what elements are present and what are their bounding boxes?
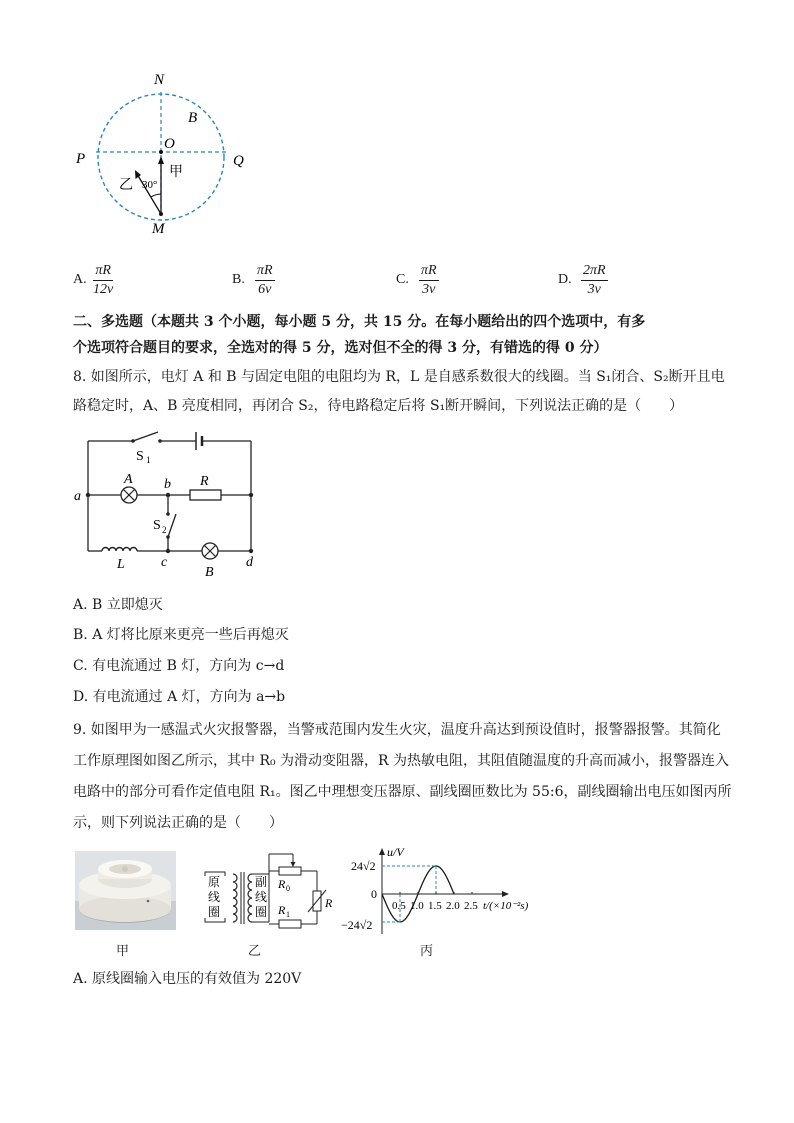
resistor-r1 <box>279 920 301 928</box>
switch-s2-contact <box>166 512 170 516</box>
q8-option-d: D. 有电流通过 A 灯，方向为 a→b <box>73 689 286 705</box>
label-thermistor: R <box>325 896 333 910</box>
circle-figure <box>70 66 270 246</box>
angle-arc <box>151 194 161 197</box>
label-d-node: d <box>246 555 253 570</box>
fraction-denominator: 3v <box>587 282 601 297</box>
q7-option-d-fraction <box>581 262 608 299</box>
q8-option-c: C. 有电流通过 B 灯，方向为 c→d <box>73 658 285 674</box>
label-c-node: c <box>161 555 168 570</box>
label-o: O <box>164 136 175 152</box>
x-tick-label: 1.0 <box>410 900 424 912</box>
label-yi: 乙 <box>119 178 133 193</box>
q9-option-a: A. 原线圈输入电压的有效值为 220V <box>73 971 302 987</box>
x-tick-label: 2.0 <box>446 900 460 912</box>
q8-circuit-diagram <box>70 426 270 582</box>
q7-option-a-label: A. <box>73 272 87 287</box>
node-a <box>86 493 90 497</box>
q9-stem-line-3: 电路中的部分可看作定值电阻 R₁。图乙中理想变压器原、副线圈匝数比为 55:6，副线圈输出电压如图丙所 <box>73 784 732 800</box>
resistor-r <box>190 490 221 500</box>
x-axis-label: t/(×10⁻²s) <box>483 900 529 912</box>
label-q: Q <box>233 153 244 169</box>
y-tick-label: 24√2 <box>351 859 376 873</box>
secondary-coil <box>248 874 252 922</box>
y-axis-arrow <box>379 848 385 855</box>
arrow-jia-head <box>158 156 164 164</box>
secondary-char: 线 <box>255 890 268 904</box>
q7-option-a-fraction <box>93 262 113 299</box>
primary-char: 圈 <box>208 905 221 919</box>
node-right <box>249 493 253 497</box>
x-tick-label: 2.5 <box>464 900 478 912</box>
fraction-numerator: πR <box>255 262 275 281</box>
label-s1: S <box>136 449 144 464</box>
fire-alarm-photo <box>75 851 176 930</box>
q8-option-a: A. B 立即熄灭 <box>73 597 163 613</box>
label-s2-sub: 2 <box>162 525 167 535</box>
label-r1-sub: 1 <box>286 910 290 919</box>
label-s1-sub: 1 <box>146 455 151 465</box>
fig-label-yi: 乙 <box>248 944 262 959</box>
label-s2: S <box>153 518 161 533</box>
slider-arrow-head <box>291 862 296 867</box>
switch-s1-pivot <box>131 439 135 443</box>
x-axis-arrow <box>502 891 509 897</box>
q7-option-d-label: D. <box>558 272 572 287</box>
transformer-circuit <box>197 846 343 934</box>
y-tick-label: −24√2 <box>341 918 373 932</box>
label-n: N <box>154 72 165 88</box>
section-heading-line-2: 个选项符合题目的要求，全选对的得 5 分，选对但不全的得 3 分，有错选的得 0 分） <box>73 340 608 356</box>
q8-option-b: B. A 灯将比原来更亮一些后再熄灭 <box>73 627 289 643</box>
label-r0: R <box>278 877 286 891</box>
q9-stem-line-4: 示，则下列说法正确的是（ ） <box>73 815 283 831</box>
primary-char: 原 <box>208 875 221 889</box>
node-d <box>249 549 253 553</box>
label-angle: 30° <box>142 179 158 191</box>
fraction-numerator: 2πR <box>581 262 608 281</box>
fraction-denominator: 6v <box>258 282 272 297</box>
q7-option-b-fraction <box>255 262 275 299</box>
center-dot <box>159 150 163 154</box>
switch-s2-blade <box>168 514 176 537</box>
q9-stem-line-2: 工作原理图如图乙所示，其中 R₀ 为滑动变阻器，R 为热敏电阻，其阻值随温度的升高而减小，报警器连入 <box>73 753 730 769</box>
voltage-chart <box>338 843 542 939</box>
y-tick-label: 0 <box>371 887 377 901</box>
q9-stem-line-1: 9. 如图甲为一感温式火灾报警器，当警戒范围内发生火灾，温度升高达到预设值时，报警器报警。其简化 <box>73 722 721 738</box>
fraction-numerator: πR <box>93 262 113 281</box>
q8-stem-line-2: 路稳定时，A、B 亮度相同，再闭合 S₂，待电路稳定后将 S₁断开瞬间，下列说法正确的是（ ） <box>73 398 684 414</box>
label-l: L <box>117 557 125 572</box>
fraction-numerator: πR <box>419 262 439 281</box>
x-tick-label: 1.5 <box>428 900 442 912</box>
q8-stem-line-1: 8. 如图所示，电灯 A 和 B 与固定电阻的电阻均为 R，L 是自感系数很大的线圈。当 S₁闭合、S₂断开且电 <box>73 369 725 385</box>
section-heading-line-1: 二、多选题（本题共 3 个小题，每小题 5 分，共 15 分。在每小题给出的四个选项中，有多 <box>73 314 646 330</box>
q7-option-b-label: B. <box>232 272 245 287</box>
fraction-denominator: 3v <box>422 282 436 297</box>
fig-label-jia: 甲 <box>116 944 130 959</box>
fire-alarm-illustration <box>75 851 176 930</box>
inductor-l <box>102 548 137 552</box>
q7-option-c-label: C. <box>396 272 409 287</box>
label-a-node: a <box>74 489 81 504</box>
node-c <box>166 549 170 553</box>
label-b: B <box>188 110 198 126</box>
arrow-yi-head <box>135 170 141 179</box>
label-lamp-a: A <box>124 472 133 487</box>
secondary-char: 副 <box>255 875 268 889</box>
resistor-r0 <box>279 867 301 875</box>
y-axis-label: u/V <box>387 845 404 859</box>
fraction-denominator: 12v <box>93 282 114 297</box>
label-jia: 甲 <box>169 165 183 180</box>
fig-label-bing: 丙 <box>420 944 434 959</box>
label-b-node: b <box>164 477 171 492</box>
primary-coil <box>233 874 237 922</box>
label-m: M <box>152 221 165 237</box>
label-lamp-b: B <box>205 565 214 580</box>
label-r: R <box>200 474 209 489</box>
q7-option-c-fraction <box>419 262 439 299</box>
label-p: P <box>76 151 86 167</box>
secondary-char: 圈 <box>255 905 268 919</box>
label-r1: R <box>278 903 286 917</box>
label-r0-sub: 0 <box>286 884 290 893</box>
x-tick-label: 0.5 <box>392 900 406 912</box>
primary-char: 线 <box>208 890 221 904</box>
switch-s1-blade <box>133 432 158 441</box>
